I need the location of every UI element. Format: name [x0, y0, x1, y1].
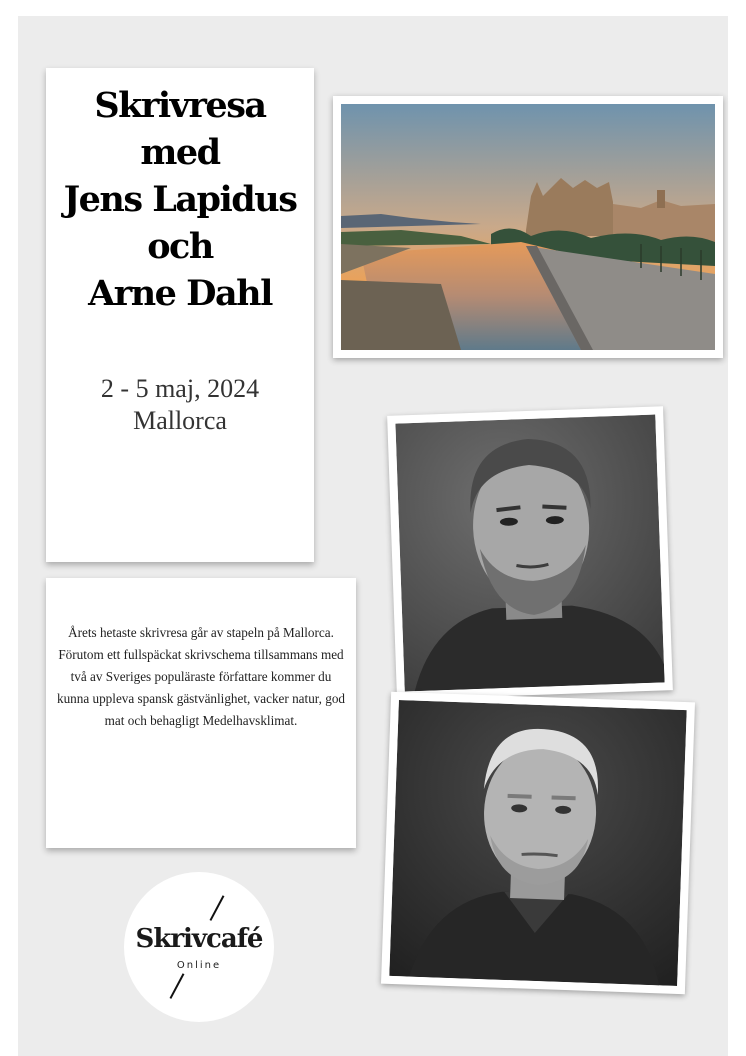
- description-card: [46, 578, 356, 848]
- jens-lapidus-portrait: [395, 415, 664, 692]
- event-location: Mallorca: [133, 406, 227, 435]
- arne-dahl-portrait: [389, 700, 686, 986]
- jens-photo-frame: [387, 406, 673, 699]
- palma-cathedral-photo: [341, 104, 715, 350]
- title-line: Jens Lapidus: [63, 179, 297, 220]
- logo-name: Skrivcafé: [135, 924, 263, 954]
- title-line: med: [140, 132, 220, 173]
- logo-slash-bottom: [170, 973, 185, 998]
- logo-slash-top: [210, 895, 225, 920]
- logo-subtitle: Online: [176, 960, 222, 971]
- skrivcafe-logo: [124, 872, 274, 1022]
- palma-photo-frame: [333, 96, 723, 358]
- event-date: 2 - 5 maj, 2024: [100, 374, 260, 403]
- title-line: Arne Dahl: [88, 273, 272, 314]
- poster-title: [46, 68, 314, 317]
- description-text: Årets hetaste skrivresa går av stapeln på Mallorca. Förutom ett fullspäckat skrivschema tillsammans med två av Sveriges populäraste författare kommer du kunna uppleva spansk gästvänlighet, vacker natur, god mat och behagligt Medelhavsklimat.: [56, 625, 346, 728]
- title-line: Skrivresa: [94, 85, 266, 126]
- title-line: och: [147, 226, 213, 267]
- title-card: [46, 68, 314, 562]
- arne-photo-frame: [381, 692, 695, 994]
